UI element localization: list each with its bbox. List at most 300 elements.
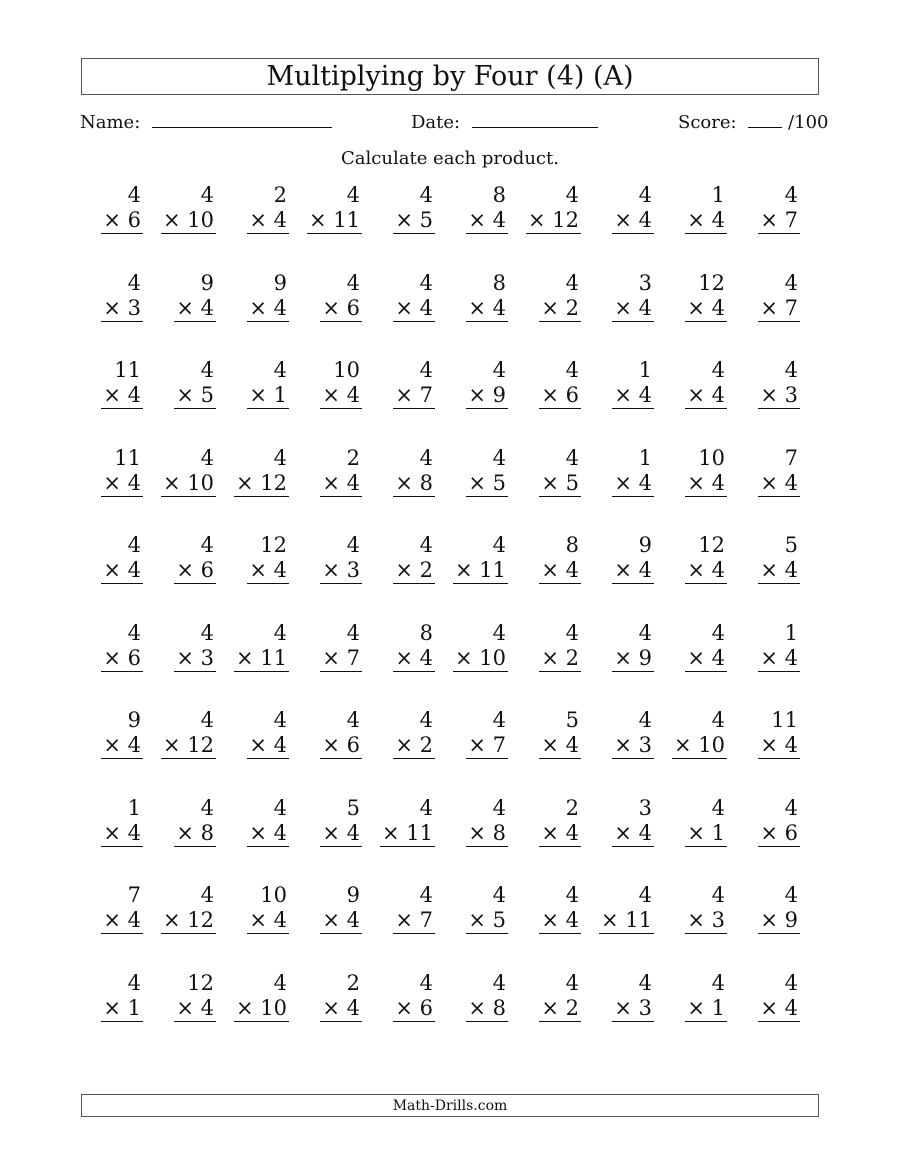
- problem-16: [428, 271, 508, 322]
- multiplier: × 4: [322, 383, 360, 407]
- problem-11: [63, 271, 143, 322]
- multiplier: × 4: [687, 645, 725, 670]
- multiplier: × 10: [674, 733, 725, 757]
- multiplier: × 4: [687, 383, 725, 407]
- multiplicand: 4: [127, 183, 141, 207]
- problem-74: [282, 796, 362, 847]
- multiplicand: 4: [638, 620, 652, 645]
- multiplicand: 5: [784, 533, 798, 557]
- multiplicand: 12: [698, 270, 725, 295]
- multiplier: × 4: [103, 383, 141, 407]
- multiplicand: 4: [492, 358, 506, 382]
- multiplier: × 4: [687, 558, 725, 582]
- problem-26: [428, 358, 508, 409]
- problem-63: [209, 708, 289, 759]
- problem-88: [574, 883, 654, 934]
- problem-59: [647, 621, 727, 672]
- multiplicand: 4: [200, 620, 214, 645]
- multiplier: × 10: [236, 995, 287, 1020]
- multiplicand: 4: [492, 533, 506, 557]
- multiplier: × 4: [614, 820, 652, 845]
- multiplier: × 5: [468, 470, 506, 495]
- multiplicand: 3: [638, 270, 652, 295]
- problem-68: [574, 708, 654, 759]
- multiplicand: 8: [492, 270, 506, 295]
- multiplicand: 4: [419, 445, 433, 470]
- problem-100: [720, 971, 800, 1022]
- multiplier: × 10: [163, 208, 214, 232]
- multiplicand: 4: [419, 533, 433, 557]
- problem-45: [355, 533, 435, 584]
- multiplier: × 4: [176, 995, 214, 1020]
- multiplicand: 4: [638, 883, 652, 907]
- multiplier: × 4: [249, 295, 287, 320]
- problem-19: [647, 271, 727, 322]
- multiplier: × 9: [760, 908, 798, 932]
- multiplier: × 4: [249, 820, 287, 845]
- problem-61: [63, 708, 143, 759]
- score-total: /100: [788, 112, 829, 133]
- multiplier: × 7: [322, 645, 360, 670]
- problem-55: [355, 621, 435, 672]
- multiplicand: 7: [784, 445, 798, 470]
- multiplicand: 11: [114, 445, 141, 470]
- multiplicand: 4: [127, 620, 141, 645]
- multiplier: × 11: [455, 558, 506, 582]
- multiplicand: 4: [492, 795, 506, 820]
- multiplicand: 9: [638, 533, 652, 557]
- problem-71: [63, 796, 143, 847]
- problem-47: [501, 533, 581, 584]
- problem-3: [209, 183, 289, 234]
- problem-44: [282, 533, 362, 584]
- problem-69: [647, 708, 727, 759]
- multiplier: × 12: [163, 908, 214, 932]
- multiplicand: 4: [127, 270, 141, 295]
- multiplicand: 4: [419, 358, 433, 382]
- multiplicand: 4: [784, 970, 798, 995]
- multiplier: × 4: [760, 645, 798, 670]
- multiplier: × 8: [468, 995, 506, 1020]
- multiplier: × 2: [395, 558, 433, 582]
- multiplicand: 8: [492, 183, 506, 207]
- multiplier: × 6: [395, 995, 433, 1020]
- problem-27: [501, 358, 581, 409]
- multiplicand: 4: [492, 708, 506, 732]
- multiplier: × 5: [395, 208, 433, 232]
- date-field[interactable]: [411, 112, 598, 133]
- problem-18: [574, 271, 654, 322]
- multiplier: × 6: [760, 820, 798, 845]
- problem-5: [355, 183, 435, 234]
- multiplier: × 3: [322, 558, 360, 582]
- multiplier: × 3: [176, 645, 214, 670]
- multiplicand: 4: [419, 270, 433, 295]
- multiplicand: 4: [200, 445, 214, 470]
- problem-79: [647, 796, 727, 847]
- multiplier: × 11: [236, 645, 287, 670]
- multiplier: × 4: [760, 733, 798, 757]
- problem-85: [355, 883, 435, 934]
- multiplier: × 4: [322, 995, 360, 1020]
- multiplicand: 4: [273, 795, 287, 820]
- problem-4: [282, 183, 362, 234]
- name-line[interactable]: [152, 127, 332, 128]
- problem-38: [574, 446, 654, 497]
- problem-58: [574, 621, 654, 672]
- multiplicand: 4: [273, 358, 287, 382]
- problem-24: [282, 358, 362, 409]
- multiplicand: 4: [346, 183, 360, 207]
- problem-81: [63, 883, 143, 934]
- problem-97: [501, 971, 581, 1022]
- problem-80: [720, 796, 800, 847]
- problem-64: [282, 708, 362, 759]
- problem-28: [574, 358, 654, 409]
- multiplier: × 4: [687, 208, 725, 232]
- multiplier: × 7: [468, 733, 506, 757]
- date-line[interactable]: [472, 127, 598, 128]
- score-line[interactable]: [748, 127, 782, 128]
- multiplier: × 4: [249, 558, 287, 582]
- multiplier: × 2: [541, 645, 579, 670]
- multiplier: × 3: [687, 908, 725, 932]
- multiplier: × 4: [687, 470, 725, 495]
- multiplier: × 4: [395, 295, 433, 320]
- multiplicand: 4: [784, 270, 798, 295]
- multiplier: × 4: [468, 295, 506, 320]
- multiplicand: 4: [784, 883, 798, 907]
- problem-17: [501, 271, 581, 322]
- multiplicand: 4: [784, 358, 798, 382]
- problem-76: [428, 796, 508, 847]
- multiplier: × 2: [541, 995, 579, 1020]
- multiplier: × 7: [760, 208, 798, 232]
- problem-36: [428, 446, 508, 497]
- problem-65: [355, 708, 435, 759]
- multiplicand: 12: [260, 533, 287, 557]
- multiplicand: 4: [200, 795, 214, 820]
- problem-29: [647, 358, 727, 409]
- multiplier: × 4: [541, 820, 579, 845]
- multiplier: × 5: [176, 383, 214, 407]
- multiplicand: 4: [492, 883, 506, 907]
- multiplier: × 7: [395, 908, 433, 932]
- multiplier: × 4: [760, 558, 798, 582]
- multiplicand: 3: [638, 795, 652, 820]
- multiplicand: 4: [419, 883, 433, 907]
- multiplier: × 4: [614, 470, 652, 495]
- problem-30: [720, 358, 800, 409]
- multiplicand: 4: [346, 708, 360, 732]
- multiplier: × 1: [687, 995, 725, 1020]
- multiplicand: 2: [273, 183, 287, 207]
- multiplicand: 4: [784, 795, 798, 820]
- multiplier: × 11: [601, 908, 652, 932]
- multiplier: × 6: [541, 383, 579, 407]
- multiplicand: 12: [698, 533, 725, 557]
- footer-site: Math-Drills.com: [81, 1094, 819, 1117]
- problem-10: [720, 183, 800, 234]
- multiplier: × 4: [103, 820, 141, 845]
- multiplicand: 4: [127, 533, 141, 557]
- problem-39: [647, 446, 727, 497]
- multiplier: × 2: [395, 733, 433, 757]
- multiplicand: 1: [638, 358, 652, 382]
- multiplicand: 4: [273, 620, 287, 645]
- multiplicand: 4: [711, 970, 725, 995]
- multiplier: × 7: [395, 383, 433, 407]
- problem-50: [720, 533, 800, 584]
- multiplier: × 4: [103, 558, 141, 582]
- problem-83: [209, 883, 289, 934]
- multiplier: × 5: [468, 908, 506, 932]
- multiplicand: 4: [565, 883, 579, 907]
- problem-77: [501, 796, 581, 847]
- problem-98: [574, 971, 654, 1022]
- multiplier: × 8: [468, 820, 506, 845]
- multiplicand: 4: [419, 795, 433, 820]
- problem-66: [428, 708, 508, 759]
- multiplier: × 3: [614, 733, 652, 757]
- multiplicand: 10: [333, 358, 360, 382]
- multiplicand: 10: [698, 445, 725, 470]
- problem-84: [282, 883, 362, 934]
- problem-8: [574, 183, 654, 234]
- multiplicand: 4: [273, 445, 287, 470]
- multiplier: × 3: [760, 383, 798, 407]
- problem-57: [501, 621, 581, 672]
- multiplicand: 11: [114, 358, 141, 382]
- multiplier: × 4: [249, 733, 287, 757]
- multiplier: × 4: [541, 558, 579, 582]
- problem-92: [136, 971, 216, 1022]
- multiplicand: 4: [711, 620, 725, 645]
- multiplicand: 4: [638, 183, 652, 207]
- multiplicand: 4: [711, 883, 725, 907]
- problem-62: [136, 708, 216, 759]
- multiplicand: 4: [419, 708, 433, 732]
- multiplicand: 4: [127, 970, 141, 995]
- multiplier: × 4: [322, 908, 360, 932]
- multiplicand: 11: [771, 708, 798, 732]
- multiplier: × 11: [309, 208, 360, 232]
- instructions: Calculate each product.: [341, 148, 559, 169]
- multiplicand: 4: [273, 708, 287, 732]
- problem-14: [282, 271, 362, 322]
- problem-87: [501, 883, 581, 934]
- problem-56: [428, 621, 508, 672]
- multiplier: × 1: [687, 820, 725, 845]
- problem-33: [209, 446, 289, 497]
- multiplicand: 4: [565, 358, 579, 382]
- problem-2: [136, 183, 216, 234]
- worksheet-title: Multiplying by Four (4) (A): [81, 58, 819, 95]
- multiplicand: 2: [565, 795, 579, 820]
- name-label: Name:: [80, 112, 141, 133]
- multiplier: × 2: [541, 295, 579, 320]
- multiplier: × 11: [382, 820, 433, 845]
- multiplicand: 4: [565, 270, 579, 295]
- multiplicand: 10: [260, 883, 287, 907]
- problem-54: [282, 621, 362, 672]
- multiplier: × 4: [103, 733, 141, 757]
- multiplier: × 6: [103, 208, 141, 232]
- problem-25: [355, 358, 435, 409]
- multiplier: × 4: [614, 295, 652, 320]
- multiplicand: 4: [419, 183, 433, 207]
- multiplier: × 7: [760, 295, 798, 320]
- multiplier: × 4: [614, 383, 652, 407]
- problem-94: [282, 971, 362, 1022]
- problem-23: [209, 358, 289, 409]
- problem-37: [501, 446, 581, 497]
- score-label: Score:: [678, 112, 737, 133]
- multiplier: × 6: [322, 295, 360, 320]
- multiplier: × 12: [528, 208, 579, 232]
- multiplier: × 3: [614, 995, 652, 1020]
- problem-82: [136, 883, 216, 934]
- multiplier: × 6: [103, 645, 141, 670]
- multiplier: × 4: [614, 558, 652, 582]
- multiplier: × 6: [322, 733, 360, 757]
- problem-20: [720, 271, 800, 322]
- multiplicand: 8: [419, 620, 433, 645]
- problem-42: [136, 533, 216, 584]
- problem-78: [574, 796, 654, 847]
- multiplier: × 4: [614, 208, 652, 232]
- multiplicand: 4: [492, 445, 506, 470]
- problem-22: [136, 358, 216, 409]
- problem-67: [501, 708, 581, 759]
- multiplicand: 5: [346, 795, 360, 820]
- multiplicand: 4: [784, 183, 798, 207]
- multiplicand: 4: [492, 620, 506, 645]
- multiplicand: 9: [200, 270, 214, 295]
- problem-15: [355, 271, 435, 322]
- problem-13: [209, 271, 289, 322]
- multiplier: × 12: [236, 470, 287, 495]
- multiplicand: 4: [419, 970, 433, 995]
- problem-40: [720, 446, 800, 497]
- multiplicand: 9: [346, 883, 360, 907]
- multiplier: × 4: [176, 295, 214, 320]
- problem-1: [63, 183, 143, 234]
- multiplicand: 1: [711, 183, 725, 207]
- multiplier: × 12: [163, 733, 214, 757]
- multiplicand: 4: [346, 620, 360, 645]
- problem-49: [647, 533, 727, 584]
- multiplicand: 4: [346, 533, 360, 557]
- problem-34: [282, 446, 362, 497]
- multiplier: × 3: [103, 295, 141, 320]
- name-field[interactable]: [80, 112, 332, 133]
- multiplier: × 1: [103, 995, 141, 1020]
- problem-86: [428, 883, 508, 934]
- multiplier: × 4: [468, 208, 506, 232]
- problem-6: [428, 183, 508, 234]
- multiplier: × 4: [249, 908, 287, 932]
- problem-60: [720, 621, 800, 672]
- multiplier: × 4: [103, 908, 141, 932]
- problem-73: [209, 796, 289, 847]
- multiplicand: 5: [565, 708, 579, 732]
- multiplier: × 4: [541, 733, 579, 757]
- multiplier: × 4: [541, 908, 579, 932]
- problem-46: [428, 533, 508, 584]
- multiplicand: 4: [711, 795, 725, 820]
- multiplicand: 4: [200, 708, 214, 732]
- score-field[interactable]: [678, 112, 828, 133]
- problem-95: [355, 971, 435, 1022]
- multiplier: × 4: [322, 470, 360, 495]
- multiplicand: 4: [638, 708, 652, 732]
- multiplicand: 9: [273, 270, 287, 295]
- multiplier: × 8: [176, 820, 214, 845]
- multiplier: × 10: [455, 645, 506, 670]
- problem-70: [720, 708, 800, 759]
- problem-72: [136, 796, 216, 847]
- multiplicand: 4: [200, 358, 214, 382]
- problem-75: [355, 796, 435, 847]
- multiplicand: 4: [565, 970, 579, 995]
- multiplicand: 12: [187, 970, 214, 995]
- multiplier: × 4: [760, 995, 798, 1020]
- problem-32: [136, 446, 216, 497]
- multiplier: × 8: [395, 470, 433, 495]
- problem-91: [63, 971, 143, 1022]
- multiplier: × 4: [249, 208, 287, 232]
- multiplier: × 6: [176, 558, 214, 582]
- multiplicand: 2: [346, 445, 360, 470]
- multiplicand: 4: [565, 445, 579, 470]
- multiplicand: 2: [346, 970, 360, 995]
- multiplicand: 4: [711, 708, 725, 732]
- multiplicand: 4: [638, 970, 652, 995]
- problem-21: [63, 358, 143, 409]
- multiplier: × 4: [687, 295, 725, 320]
- multiplicand: 4: [711, 358, 725, 382]
- problem-9: [647, 183, 727, 234]
- problem-48: [574, 533, 654, 584]
- multiplier: × 1: [249, 383, 287, 407]
- problem-96: [428, 971, 508, 1022]
- problem-43: [209, 533, 289, 584]
- problem-7: [501, 183, 581, 234]
- problem-99: [647, 971, 727, 1022]
- multiplicand: 4: [273, 970, 287, 995]
- multiplier: × 10: [163, 470, 214, 495]
- problem-93: [209, 971, 289, 1022]
- multiplier: × 4: [103, 470, 141, 495]
- multiplicand: 8: [565, 533, 579, 557]
- problem-52: [136, 621, 216, 672]
- problem-41: [63, 533, 143, 584]
- multiplicand: 4: [200, 883, 214, 907]
- problem-90: [720, 883, 800, 934]
- multiplier: × 4: [322, 820, 360, 845]
- multiplicand: 1: [127, 795, 141, 820]
- multiplicand: 1: [784, 620, 798, 645]
- problem-89: [647, 883, 727, 934]
- multiplier: × 5: [541, 470, 579, 495]
- multiplier: × 4: [760, 470, 798, 495]
- multiplicand: 4: [565, 183, 579, 207]
- date-label: Date:: [411, 112, 461, 133]
- multiplicand: 4: [565, 620, 579, 645]
- multiplicand: 7: [127, 883, 141, 907]
- multiplier: × 4: [395, 645, 433, 670]
